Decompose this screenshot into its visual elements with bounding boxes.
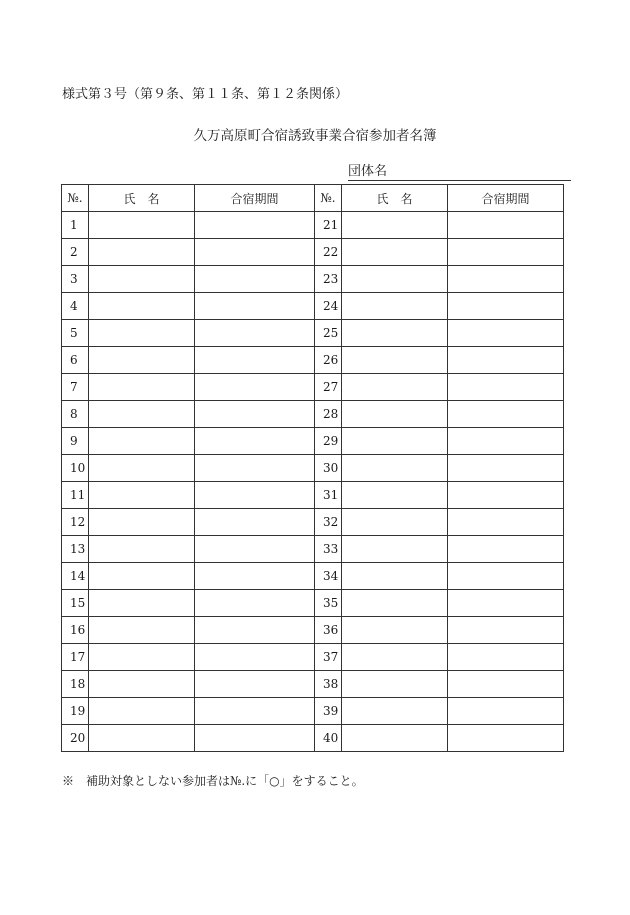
name-cell-left[interactable] — [89, 455, 195, 482]
table-row — [62, 320, 564, 347]
row-number-left: 9 — [62, 428, 89, 455]
name-cell-right[interactable] — [342, 509, 448, 536]
period-cell-left[interactable] — [195, 698, 315, 725]
period-cell-left[interactable] — [195, 266, 315, 293]
period-cell-right[interactable] — [448, 509, 564, 536]
row-number-left: 4 — [62, 293, 89, 320]
row-number-left: 8 — [62, 401, 89, 428]
table-row — [62, 698, 564, 725]
row-number-left: 5 — [62, 320, 89, 347]
row-number-right: 37 — [315, 644, 342, 671]
period-cell-right[interactable] — [448, 266, 564, 293]
name-cell-right[interactable] — [342, 401, 448, 428]
header-no-left: №. — [62, 185, 89, 212]
period-cell-right[interactable] — [448, 374, 564, 401]
table-row — [62, 212, 564, 239]
name-cell-left[interactable] — [89, 563, 195, 590]
name-cell-right[interactable] — [342, 455, 448, 482]
period-cell-left[interactable] — [195, 536, 315, 563]
row-number-right: 22 — [315, 239, 342, 266]
row-number-left: 13 — [62, 536, 89, 563]
row-number-right: 36 — [315, 617, 342, 644]
header-name-left: 氏 名 — [89, 185, 195, 212]
row-number-right: 24 — [315, 293, 342, 320]
name-cell-left[interactable] — [89, 293, 195, 320]
period-cell-right[interactable] — [448, 347, 564, 374]
period-cell-left[interactable] — [195, 563, 315, 590]
table-row — [62, 617, 564, 644]
period-cell-left[interactable] — [195, 374, 315, 401]
name-cell-left[interactable] — [89, 428, 195, 455]
name-cell-left[interactable] — [89, 347, 195, 374]
period-cell-left[interactable] — [195, 509, 315, 536]
form-number: 様式第３号（第９条、第１１条、第１２条関係） — [62, 87, 349, 102]
period-cell-right[interactable] — [448, 563, 564, 590]
period-cell-right[interactable] — [448, 293, 564, 320]
row-number-right: 32 — [315, 509, 342, 536]
name-cell-right[interactable] — [342, 320, 448, 347]
row-number-right: 38 — [315, 671, 342, 698]
roster-body — [62, 212, 564, 752]
row-number-left: 16 — [62, 617, 89, 644]
period-cell-left[interactable] — [195, 725, 315, 752]
row-number-right: 31 — [315, 482, 342, 509]
name-cell-left[interactable] — [89, 320, 195, 347]
name-cell-right[interactable] — [342, 725, 448, 752]
table-header-row — [62, 185, 564, 212]
table-row — [62, 266, 564, 293]
name-cell-right[interactable] — [342, 212, 448, 239]
name-cell-right[interactable] — [342, 590, 448, 617]
row-number-right: 23 — [315, 266, 342, 293]
name-cell-left[interactable] — [89, 482, 195, 509]
table-row — [62, 563, 564, 590]
table-row — [62, 725, 564, 752]
name-cell-left[interactable] — [89, 239, 195, 266]
header-no-right: №. — [315, 185, 342, 212]
period-cell-right[interactable] — [448, 536, 564, 563]
table-row — [62, 455, 564, 482]
table-row — [62, 428, 564, 455]
period-cell-right[interactable] — [448, 455, 564, 482]
table-row — [62, 347, 564, 374]
group-name-field[interactable] — [348, 164, 571, 181]
period-cell-right[interactable] — [448, 239, 564, 266]
period-cell-left[interactable] — [195, 401, 315, 428]
period-cell-left[interactable] — [195, 644, 315, 671]
row-number-right: 26 — [315, 347, 342, 374]
name-cell-right[interactable] — [342, 617, 448, 644]
row-number-left: 14 — [62, 563, 89, 590]
row-number-right: 39 — [315, 698, 342, 725]
name-cell-right[interactable] — [342, 698, 448, 725]
name-cell-right[interactable] — [342, 536, 448, 563]
row-number-right: 21 — [315, 212, 342, 239]
period-cell-right[interactable] — [448, 698, 564, 725]
name-cell-left[interactable] — [89, 536, 195, 563]
table-row — [62, 590, 564, 617]
table-row — [62, 401, 564, 428]
table-row — [62, 644, 564, 671]
name-cell-left[interactable] — [89, 212, 195, 239]
period-cell-right[interactable] — [448, 617, 564, 644]
period-cell-left[interactable] — [195, 671, 315, 698]
name-cell-right[interactable] — [342, 563, 448, 590]
period-cell-right[interactable] — [448, 320, 564, 347]
name-cell-left[interactable] — [89, 617, 195, 644]
period-cell-left[interactable] — [195, 482, 315, 509]
period-cell-left[interactable] — [195, 617, 315, 644]
table-row — [62, 293, 564, 320]
period-cell-right[interactable] — [448, 212, 564, 239]
period-cell-left[interactable] — [195, 590, 315, 617]
name-cell-right[interactable] — [342, 482, 448, 509]
name-cell-left[interactable] — [89, 698, 195, 725]
row-number-right: 40 — [315, 725, 342, 752]
row-number-left: 10 — [62, 455, 89, 482]
header-period-left: 合宿期間 — [195, 185, 315, 212]
name-cell-right[interactable] — [342, 347, 448, 374]
table-row — [62, 374, 564, 401]
table-row — [62, 671, 564, 698]
participant-roster-table — [61, 184, 564, 752]
row-number-right: 35 — [315, 590, 342, 617]
name-cell-left[interactable] — [89, 509, 195, 536]
row-number-left: 18 — [62, 671, 89, 698]
period-cell-left[interactable] — [195, 293, 315, 320]
period-cell-right[interactable] — [448, 644, 564, 671]
name-cell-left[interactable] — [89, 644, 195, 671]
table-row — [62, 509, 564, 536]
row-number-left: 1 — [62, 212, 89, 239]
row-number-left: 20 — [62, 725, 89, 752]
row-number-right: 28 — [315, 401, 342, 428]
name-cell-left[interactable] — [89, 671, 195, 698]
name-cell-right[interactable] — [342, 266, 448, 293]
row-number-left: 6 — [62, 347, 89, 374]
row-number-right: 30 — [315, 455, 342, 482]
period-cell-left[interactable] — [195, 347, 315, 374]
row-number-left: 15 — [62, 590, 89, 617]
row-number-left: 17 — [62, 644, 89, 671]
header-name-right: 氏 名 — [342, 185, 448, 212]
name-cell-left[interactable] — [89, 266, 195, 293]
row-number-left: 2 — [62, 239, 89, 266]
period-cell-left[interactable] — [195, 320, 315, 347]
name-cell-left[interactable] — [89, 401, 195, 428]
row-number-right: 29 — [315, 428, 342, 455]
name-cell-right[interactable] — [342, 671, 448, 698]
table-row — [62, 536, 564, 563]
footnote: ※ 補助対象としない参加者は№.に「○」をすること。 — [62, 774, 364, 788]
name-cell-right[interactable] — [342, 239, 448, 266]
period-cell-left[interactable] — [195, 239, 315, 266]
name-cell-left[interactable] — [89, 374, 195, 401]
period-cell-right[interactable] — [448, 725, 564, 752]
row-number-right: 27 — [315, 374, 342, 401]
row-number-left: 3 — [62, 266, 89, 293]
period-cell-right[interactable] — [448, 671, 564, 698]
row-number-left: 11 — [62, 482, 89, 509]
name-cell-right[interactable] — [342, 644, 448, 671]
period-cell-right[interactable] — [448, 590, 564, 617]
period-cell-left[interactable] — [195, 455, 315, 482]
name-cell-left[interactable] — [89, 590, 195, 617]
period-cell-left[interactable] — [195, 428, 315, 455]
header-period-right: 合宿期間 — [448, 185, 564, 212]
row-number-right: 25 — [315, 320, 342, 347]
name-cell-left[interactable] — [89, 725, 195, 752]
name-cell-right[interactable] — [342, 293, 448, 320]
table-row — [62, 482, 564, 509]
row-number-left: 19 — [62, 698, 89, 725]
name-cell-right[interactable] — [342, 374, 448, 401]
row-number-right: 34 — [315, 563, 342, 590]
table-row — [62, 239, 564, 266]
row-number-left: 7 — [62, 374, 89, 401]
row-number-left: 12 — [62, 509, 89, 536]
period-cell-left[interactable] — [195, 212, 315, 239]
period-cell-right[interactable] — [448, 482, 564, 509]
document-title: 久万高原町合宿誘致事業合宿参加者名簿 — [193, 128, 437, 144]
row-number-right: 33 — [315, 536, 342, 563]
period-cell-right[interactable] — [448, 428, 564, 455]
period-cell-right[interactable] — [448, 401, 564, 428]
name-cell-right[interactable] — [342, 428, 448, 455]
group-name-label: 団体名 — [348, 164, 388, 179]
